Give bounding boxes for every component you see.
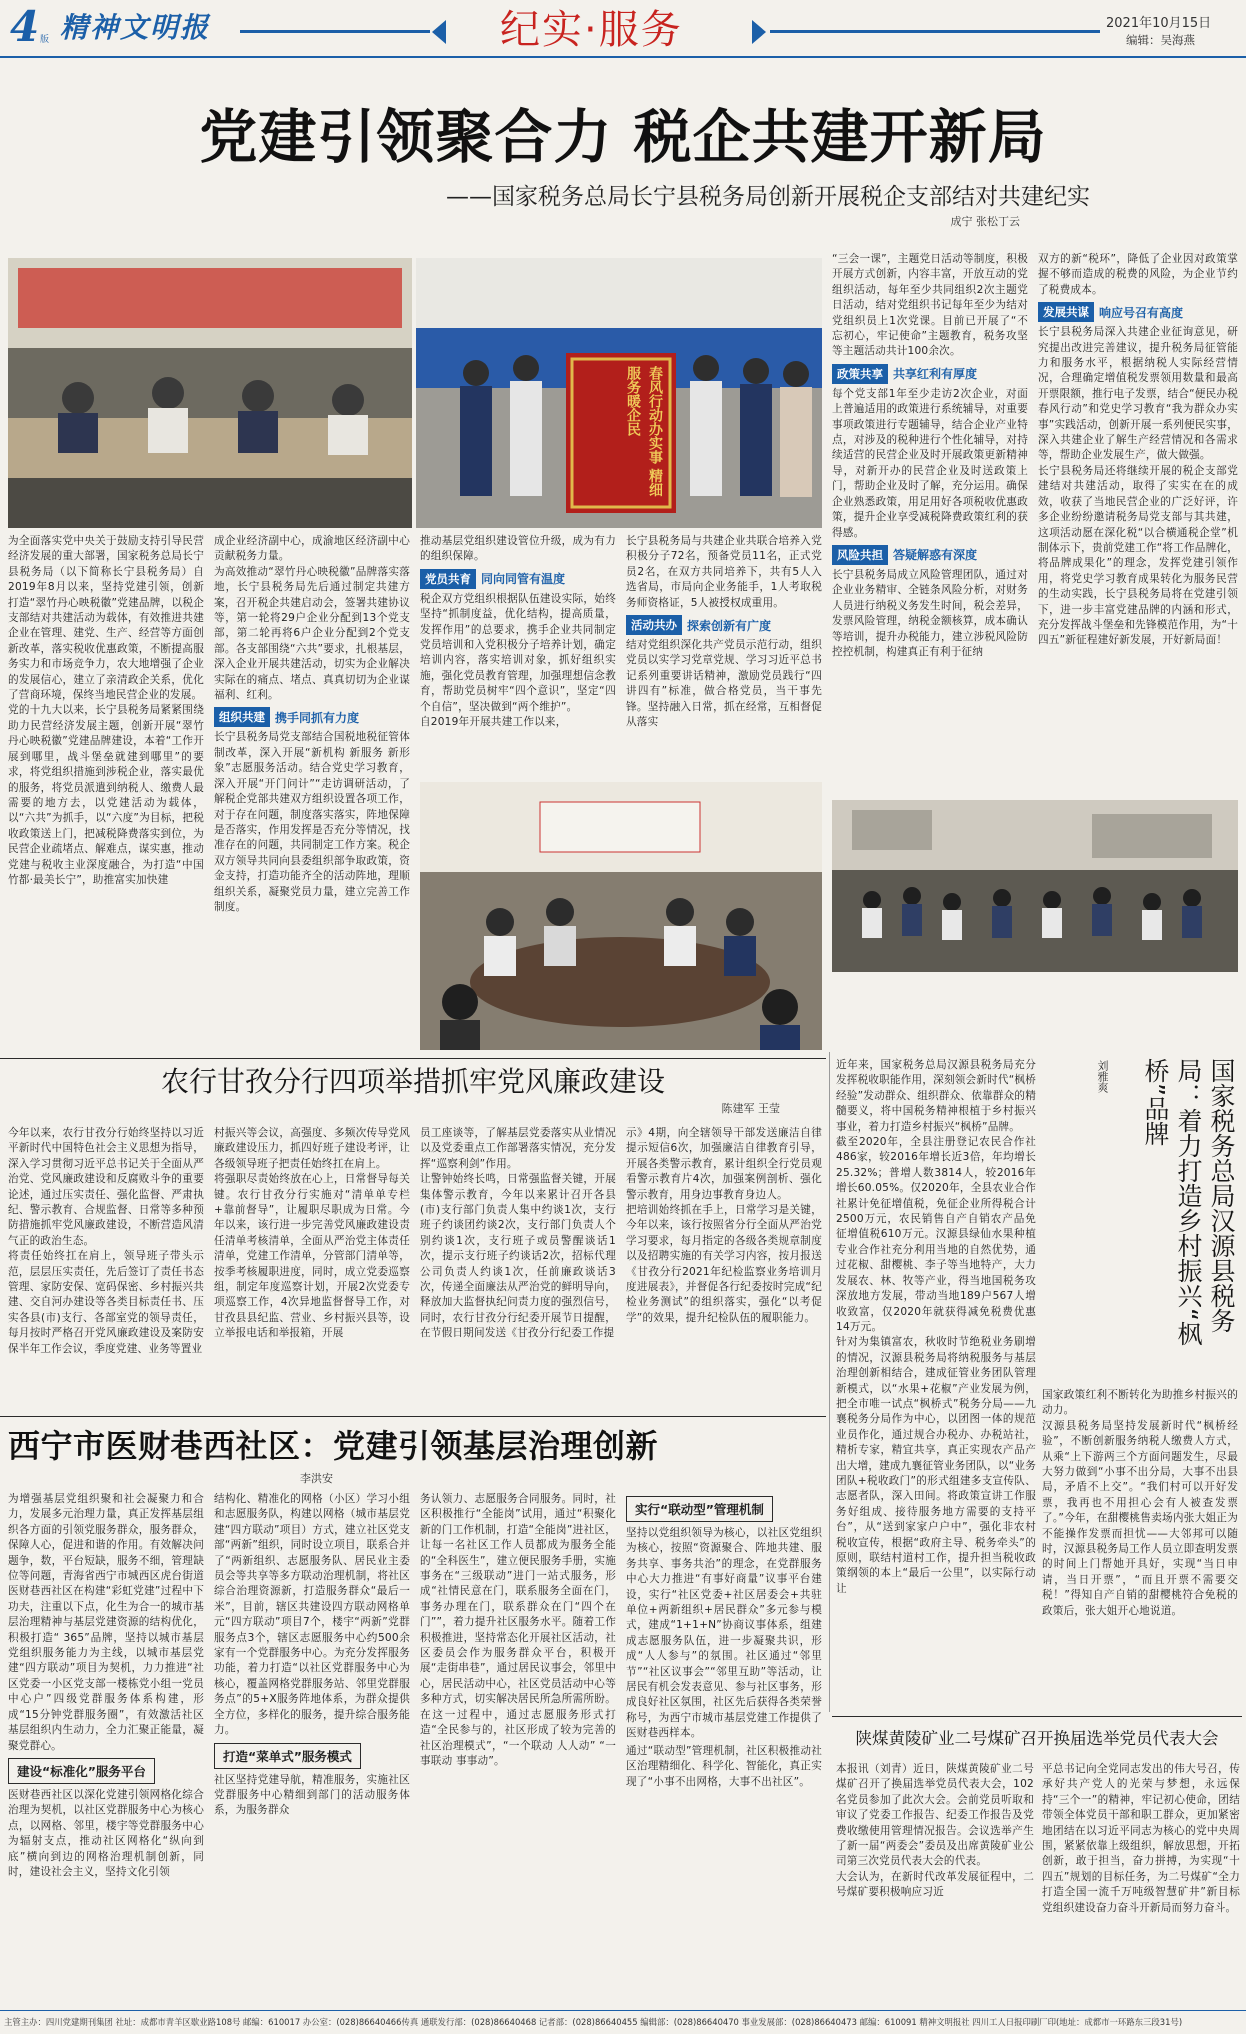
article5-col1: 本报讯（刘青）近日，陕煤黄陵矿业二号煤矿召开了换届选举党员代表大会，102名党员参加了此次大会。会前党员听取和审议了党委工作报告、纪委工作报告及党费收缴使用管理情况报告。会议选举产生了新一届“两委会”委员及出席黄陵矿业公司第三次党员代表大会的代表。 大会认为，在新时代改革发展征程中，二号煤矿要积极响应习近 (836, 1763, 1034, 1899)
article1-byline: 成宁 张松丁云 (950, 215, 1020, 228)
subhead-party-training: 党员共育 同向同管有温度 (420, 569, 616, 589)
editor-credit: 编辑：吴海燕 (1126, 33, 1195, 47)
subhead-standardized-platform: 建设“标准化”服务平台 (8, 1758, 155, 1784)
subhead-menu-service: 打造“菜单式”服务模式 (214, 1743, 361, 1769)
section-left-arrow-icon (432, 20, 446, 44)
photo-outdoor-event-image (832, 800, 1238, 972)
article4-col4-text: 坚持以党组织领导为核心，以社区党组织为核心，按照“资源聚合、阵地共建、服务共享、事务共治”的理念，在党群服务中心大力推进“有事好商量”议事平台建设，实行“社区党委+社区居委会+共驻单位+两新组织+居民群众”多元参与模式，建成“1+1+N”协商议事体系，组建成志愿服务队伍，进一步凝聚共识，形成“人人参与”的氛围。社区通过“邻里节”“社区议事会”“邻里互助”等活动，让居民有机会发表意见、参与社区事务，形成良好社区氛围，社区先后获得各类荣誉称号，为西宁市城市基层党建工作提供了医财巷西样本。 (626, 1527, 822, 1740)
rule-article1-bottom (0, 1058, 826, 1059)
section-title: 纪实·服务 (500, 7, 683, 53)
article2-col4: 示》4期，向全辖领导干部发送廉洁自律提示短信6次，加强廉洁自律教育引导，开展各类警示教育，累计组织全行党员观看警示教育片4次，加强案例剖析、强化警示教育，用身边事教育身边人。 把培训始终抓在手上，日常学习是关键，今年以来，该行按照省分行全面从严治党学习要求，每月指定的各级各类规章制度以及招聘实施的有关学习内容，按月报送《甘孜分行2021年纪检监察业务培训月度进展表》，并督促各行纪委按时完成“纪检业务测试”的组织落实，强化“以考促学”的效果，提升纪检队伍的履职能力。 (626, 1127, 822, 1324)
article3-headline: 国家税务总局汉源县税务局：着力打造乡村振兴“枫桥”品牌 (1141, 1058, 1236, 1346)
article4-col3: 务认领力、志愿服务合同服务。同时，社区积极推行“全能岗”试用，通过“积聚化新的门工作机制，打造“全能岗”进社区，让每一名社区工作人员都成为服务全能的“全科医生”，建立便民服务手册，实施事务在“三级联动”进门一站式服务，形成“社情民意在门，联系服务全面在门，事务办理在门，联系群众在门“四个在门””，着力提升社区服务水平。随着工作积极推进，坚持常态化开展社区活动，社区委员会作为服务群众平台，积极开展“走街串巷”，通过居民议事会，邻里中心，居民活动中心，社区党员活动中心等多种方式，切实解决居民所急所需所盼。在这一过程中，通过志愿服务形式打造“全民参与的，社区形成了较为完善的社区治理模式”，“一个联动 人人动” “一事联动 事事动”。 (420, 1493, 616, 1767)
section-right-arrow-icon (752, 20, 766, 44)
article5-headline: 陕煤黄陵矿业二号煤矿召开换届选举党员代表大会 (855, 1729, 1219, 1748)
article1-col5-text: “三会一课”，主题党日活动等制度，积极开展方式创新，内容丰富，开放互动的党组织活动，每年至少共同组织2次主题党日活动，结对党组织书记每年至少为结对党组织员上1次党课。目前已开展了“不忘初心，牢记使命”主题教育，税务攻坚等主题活动共计100余次。 (832, 253, 1028, 358)
article2-col1: 今年以来，农行甘孜分行始终坚持以习近平新时代中国特色社会主义思想为指导，深入学习贯彻习近平总书记关于全面从严治党、党风廉政建设和反腐败斗争的重要论述，通过压实责任、强化监督、严肃执纪、警示教育、合规监督、日常等多种预防措施抓牢党风廉政建设，不断营造风清气正的政治生态。 将责任始终扛在肩上，领导班子带头示范，层层压实责任，先后签订了责任书态管理、家防安保、宽码保密、乡村振兴共建、交自河办建设等各类目标责任书、压实各县(市)支行、各部室党的领导责任，每月按时严格召开党风廉政建设及案防安保半年工作会议，季度党建、业务等置业 (8, 1127, 204, 1355)
masthead-bottom-rule (0, 56, 1246, 58)
masthead (0, 0, 1246, 62)
subhead-activities: 活动共办 探索创新有广度 (626, 615, 822, 635)
article4-col4 (626, 1492, 822, 1998)
article3-byline: 刘雅爽 (1096, 1060, 1109, 1093)
article1-subheadline: ——国家税务总局长宁县税务局创新开展税企支部结对共建纪实 (446, 184, 1090, 210)
page-number: 4 (10, 2, 40, 51)
rule-article5-top (832, 1716, 1242, 1717)
article2-headline: 农行甘孜分行四项举措抓牢党风廉政建设 (160, 1065, 665, 1098)
article2-col3: 员工座谈等，了解基层党委落实从业情况以及党委重点工作部署落实情况，充分发挥“巡察利剑”作用。 让警钟始终长鸣，日常强监督关键，开展集体警示教育，今年以来累计召开各县(市)支行部门负责人集中约谈1次，支行班子约谈团约谈2次，支行部门负责人个别约谈1次，支行班子或员警醒谈话1次，提示支行班子约谈话2次，招标代理公司负责人约谈1次，任前廉政谈话3次，传递全面廉法从严治党的鲜明导向，释放加大监督执纪问责力度的强烈信号，同时，农行甘孜分行纪委开展节日提醒，在节假日期间发送《甘孜分行纪委工作提 (420, 1127, 616, 1340)
masthead-right-rule (770, 30, 1100, 33)
subhead-organization: 组织共建 携手同抓有力度 (214, 707, 410, 727)
article1-col2b-text: 长宁县税务局党支部结合国税地税征管体制改革，深入开展“新机构 新服务 新形象”志愿服务活动。结合党史学习教育，深入开展“开门问计”“走访调研活动，了解税企党部共建双方组织设置各项工作，对于存在问题，制度落实落实，阵地保障是否落实，作用发挥是否充分等情况，找准存在的问题，共同制定工作方案。税企双方领导共同向县委组织部争取政策，资金支持，打造功能齐全的活动阵地，理顺组织关系，凝聚党员力量，建立完善工作制度。 (214, 731, 410, 913)
article1-headline: 党建引领聚合力 税企共建开新局 (199, 103, 1047, 171)
photo-meeting-signing-image (8, 258, 412, 528)
photo-banner-presentation (416, 258, 822, 528)
article3-col2: 国家政策红利不断转化为助推乡村振兴的动力。 汉源县税务局坚持发展新时代“枫桥经验”，不断创新服务纳税人缴费人方式，从乘“上下游两三个方面问题发生，尽最大努力做到“小事不出分局，大事不出县局，矛盾不上交”。“我们村可以开好发票，我再也不用担心会有人被查发票了。”今年，在甜樱桃售卖场内张大姐正为不能操作发票而担忧——大邻邦可以随时，汉源县税务局工作人员立即查明发票的时间上门帮她开具好，实现“当日申请，当日开票”，“而且开票不需要交税！”得知自产自销的甜樱桃符合免税的政策后，张大姐开心地说道。 (1042, 1389, 1238, 1617)
article2-col2: 村振兴等会议，高强度、多频次传导党风廉政建设压力，抓四好班子建设考评，让各级领导班子把责任始终扛在肩上。 将强职尽责始终放在心上，日常督导每关键。农行甘孜分行实施对“清单单专栏+靠前督导”，让履职尽职成为日常。今年以来，该行进一步完善党风廉政建设责任清单考核清单，全面从严治党主体责任清单，党建工作清单，分管部门清单等，按季考核履职进度，同时，成立党委巡察组，制定年度巡察计划，开展2次党委专项巡察工作，4次异地监督督导工作，对甘孜县县纪监、营业、乡村振兴县等，设立举报电话和举报箱，开展 (214, 1127, 410, 1340)
article1-col6b-text: 长宁县税务局深入共建企业征询意见，研究提出改进完善建议，提升税务局征管能力和服务水平，根据纳税人实际经营情况，合理确定增值税发票领用数量和最高开票限额，推行电子发票，结合“便民办税春风行动”和党史学习教育“我为群众办实事”实践活动，创新开展一系列便民实事，深入共建企业了解生产经营情况和各需求等，帮助企业发展生产，做大做强。 长宁县税务局还将继续开展的税企支部党建结对共建活动，取得了实实在在的成效，收获了当地民营企业的广泛好评，许多企业纷纷邀请税务局党支部与其共建，这项活动愿在深化税“以合横通税企堂”机制体示下，贵前党建工作“将工作品牌化，将品牌成果化”的理念，发挥党建引领作用，将党史学习教育成果转化为服务民营的生动实践，长宁县税务局将在党建引领下，进一步丰富党建品牌的内涵和形式，充分发挥战斗堡垒和先锋模范作用，为“十四五”新征程建好新发展，开好新局面！ (1038, 326, 1238, 647)
article1-col6-text: 双方的新“税环”，降低了企业因对政策掌握不够而造成的税费的风险，为企业节约了税费成本。 (1038, 253, 1238, 296)
article4-byline: 李洪安 (300, 1472, 333, 1485)
subhead-risk: 风险共担 答疑解惑有深度 (832, 545, 1028, 565)
article5-col2: 平总书记向全党同志发出的伟大号召，传承好共产党人的光荣与梦想，永远保持“三个一”的精神，牢记初心使命，团结带领全体党员干部和职工群众，更加紧密地团结在以习近平同志为核心的党中央周围，紧紧依靠上级组织，解放思想，开拓创新，敢于担当，奋力拼搏，为实现“十四五”规划的目标任务，为二号煤矿“全力打造全国一流千万吨级智慧矿井”新目标党组织建设奋力奋斗开新局而努力奋斗。 (1042, 1763, 1240, 1914)
paper-name-logo: 精神文明报 (60, 11, 211, 44)
article1-col2 (214, 534, 410, 1054)
footer-credits: 主管主办：四川党建期刊集团 社址：成都市青羊区歇业路108号 邮编：610017 办公室：(028)86640466传真 通联发行部：(028)86640468 记者部：(028)86640455 编辑部：(028)86640470 事业发展部：(028)86640473 邮编：610091 精神文明报社 四川工人日报印刷厂印(地址：成都市一环路东三段31号) (4, 2017, 1183, 2027)
article4-col2-text: 结构化、精准化的网格（小区）学习小组和志愿服务队，构建以网格（城市基层党建“四方联动”项目）方式，建立社区党支部“两新”组织，同时设立项目，联系合并了“两新组织、志愿服务队、居民业主委员会等共享等多方联动治理机制，将社区综合治理资源新，打造服务群众“最后一米”，目前，辖区共建设四方联动网格单元“四方联动”项目7个，楼宇“两新”党群服务点3个，辖区志愿服务中心约500余家有一个党群服务中心。为充分发挥服务功能，着力打造“以社区党群服务中心为核心，覆盖网格党群服务站、邻里党群服务点”的5+X服务阵地体系，为群众提供全方位，多样化的服务，提升综合服务能力。 (214, 1493, 410, 1737)
rule-article2-bottom (0, 1416, 826, 1417)
article1-col4 (626, 534, 822, 779)
article3-col1: 近年来，国家税务总局汉源县税务局充分发挥税收职能作用，深刻领会新时代“枫桥经验”发动群众、组织群众、依靠群众的精髓要义，将中国税务精神根植于乡村振兴事业，着力打造乡村振兴“枫桥”品牌。 截至2020年，全县注册登记农民合作社486家，较2016年增长近3倍，年均增长25.32%；普增人数3814人，较2016年增长60.05%。仅2020年，全县农业合作社累计免征增值税，免征企业所得税合计2500万元，农民销售自产自销农产品免征增值税610万元。汉源县绿仙水果种植专业合作社充分利用当地的自然优势，通过花椒、甜樱桃、李子等当地特产，大力发展农、林、牧等产业，得当地国税务攻深放地方发展，带动当地189户567人增收致富，仅2020年就获得减免税费优惠14万元。 针对为集镇富农，秋收时节绝税业务刷增的情况，汉源县税务局将纳税服务与基层治理创新相结合，建成征管业务团队管理新模式，以“水果+花椒”产业发展为例，把全市唯一试点“枫桥式”税务分局——九襄税务分局作为中心，以团图一体的规范业员作化，通过规合办税办、办税站社，精析专家，精宜共享，真正实现农产品产出大增，建成九襄征管业务团队，以“业务团队+税收政门”的形式组建多支宣传队、志愿者队，深入田间。将政策宣讲工作服务好组成、接待服务地方需要的支持平台”，从“送到家家户户中”，强化非农村税收宣传，根据“政府主导、税务牵头”的原则，联结村道村工作，提升担当税收政策纲领的本上“最后一公里”，以实际行动让 (836, 1059, 1036, 1595)
article1-col2-text: 成企业经济副中心，成渝地区经济副中心贡献税务力量。 为高效推动“翠竹丹心映税徽”品牌落实落地，长宁县税务局先后通过制定共建方案，召开税企共建启动会，签署共建协议等，第一轮将29户企业分配到13个党支部，第二轮再将6户企业分配到2个党支部。各支部围绕“六共”要求，扎根基层，深入企业开展共建活动，切实为企业解决实际在的痛点、堵点、真真切切为企业谋福利、红利。 (214, 535, 410, 702)
article1-col4-text: 长宁县税务局与共建企业共联合培养入党积极分子72名，预备党员11名，正式党员2名，在双方共同培养下，共有5人入选省局，市局向企业务能手，1人考取税务师资格证，5人被授权成重用。 (626, 535, 822, 609)
subhead-development: 发展共谋 响应号召有高度 (1038, 302, 1238, 322)
subhead-policy-sharing: 政策共享 共享红利有厚度 (832, 364, 1028, 384)
article1-col1: 为全面落实党中央关于鼓励支持引导民营经济发展的重大部署，国家税务总局长宁县税务局（以下简称长宁县税务局）自2019年8月以来，坚持党建引领，创新打造“翠竹丹心映税徽”党建品牌，以税企支部结对共建活动为载体，有效推进共建企业在管理、建党、生产、经营等方面创新改革，落实税收优惠政策，不断提高服务实力和市场竞争力，农大地增强了企业的发展信心，建立了亲清政企关系，优化了营商环境，保终当地民营企业的发展。 党的十九大以来，长宁县税务局紧紧围绕助力民营经济发展主题，创新开展“翠竹丹心映税徽”党建品牌建设，本着“工作开展到哪里，战斗堡垒就建到哪里”的要求，将党组织措施到涉税企业，落实最优的服务，将党员派遣到纳税人、缴费人最需要的地方去，以党建活动为载体，以“六共”为抓手，以“六度”为目标，把税收政策送上门，把减税降费落实到位，为民营企业疏堵点、解难点，谋实惠，推动党建与税收主业深度融合，为打造“中国竹都·最美长宁”，助推富实加快建 (8, 535, 204, 886)
article4-col2 (214, 1492, 410, 1998)
article1-col4b-text: 结对党组织深化共产党员示范行动，组织党员以实学习党章党规、学习习近平总书记系列重要讲话精神，激励党员践行“四讲四有”标准，做合格党员，当干事先锋。坚持融入日常，抓在经常，互相督促从落实 (626, 639, 822, 729)
article1-col3-text: 推动基层党组织建设管位升级，成为有力的组织保障。 (420, 535, 616, 563)
article1-col5 (832, 252, 1028, 786)
subhead-linkage-mechanism: 实行“联动型”管理机制 (626, 1496, 773, 1522)
article1-col5c-text: 长宁县税务局成立风险管理团队，通过对企业业务精审、全链条风险分析，对财务人员进行纳税义务发生时间，税会差异，发票风险管理，纳税金额核算，成本确认等培训，提升办税能力，建立涉税风险防控控机制，构建真正有利于征纳 (832, 568, 1028, 658)
rule-article3-left (829, 1052, 830, 1712)
article4-col2b-text: 社区坚持党建导航，精准服务，实施社区党群服务中心精细到部门的活动服务体系，为服务群众 (214, 1773, 410, 1817)
photo-meeting-table-image (420, 782, 822, 1050)
photo-meeting-signing (8, 258, 412, 528)
photo-outdoor-event (832, 800, 1238, 972)
article1-col5b-text: 每个党支部1年至少走访2次企业，对面上普遍适用的政策进行系统辅导，对重要事项政策进行专题辅导，结合企业产业特点，对涉及的税种进行个性化辅导，对持续适营的民营企业及时开展政策更新精神导，对新开办的民营企业及时送政策上门，帮助企业及时了解，充分运用。确保企业熟悉政策，用足用好各项税收优惠政策，提升企业享受减税降费政策红利的获得感。 (832, 387, 1028, 539)
photo-meeting-table (420, 782, 822, 1050)
article1-col3b-text: 税企双方党组织根据队伍建设实际，始终坚持“抓制度益，优化结构，提高质量，发挥作用”的总要求，携手企业共同制定党员培训和入党积极分子培养计划，确定培训内容，落实培训对象，抓好组织实施，强化党员教育管理，加强理想信念教育，帮助党员树牢“四个意识”，坚定“四个自信”，坚决做到“两个维护”。 自2019年开展共建工作以来， (420, 592, 616, 729)
issue-date: 2021年10月15日 (1106, 16, 1212, 31)
masthead-left-rule (240, 30, 430, 33)
page-unit: 版 (40, 35, 50, 45)
rule-footer-top (0, 2010, 1246, 2011)
article4-headline: 西宁市医财巷西社区：党建引领基层治理创新 (8, 1427, 659, 1465)
article4-col1-text: 为增强基层党组织聚和社会凝聚力和合力，发展多元治理力量，真正发挥基层组织各方面的引领党服务群众，服务群众，保障人心，促进和谐的作用。有效解决问题争，数，平台短缺，服务不细，管理缺位等问题，青海省西宁市城西区虎台街道医财巷西社区在构建“彩虹党建”过程中下功夫，注重以下点，化生为合一的城市基层治理精神与基层党建资源的结构优化，积极打造“ 365”品牌，坚持以城市基层党组织服务能力为主线，以城市基层党建“四方联动”项目为契机，力力推进“社区党委一小区党支部一楼栋党小组一党员中心户”四级党群服务体系构建，形成“15分钟党群服务圈”，有效激活社区基层组织内生动力，全力汇聚正能量，凝聚党群心。 (8, 1493, 204, 1752)
article2-byline: 陈建军 王莹 (721, 1102, 780, 1115)
article4-col1 (8, 1492, 204, 1998)
article1-col3 (420, 534, 616, 779)
article1-col6 (1038, 252, 1238, 786)
article4-col1b-text: 医财巷西社区以深化党建引领网格化综合治理为契机，以社区党群服务中心为核心点，以网格、邻里，楼宇等党群服务中心为辐射支点，推动社区网格化“纵向到底”横向到边的网格治理机制创新，同时，建设社会主义，坚持文化引领 (8, 1788, 204, 1878)
banner-text: 春风行动办实事 精细服务暖企民 (625, 366, 663, 497)
article4-col4b-text: 通过“联动型”管理机制，社区积极推动社区治理精细化、科学化、智能化，真正实现了“小事不出网格，大事不出社区”。 (626, 1744, 822, 1788)
